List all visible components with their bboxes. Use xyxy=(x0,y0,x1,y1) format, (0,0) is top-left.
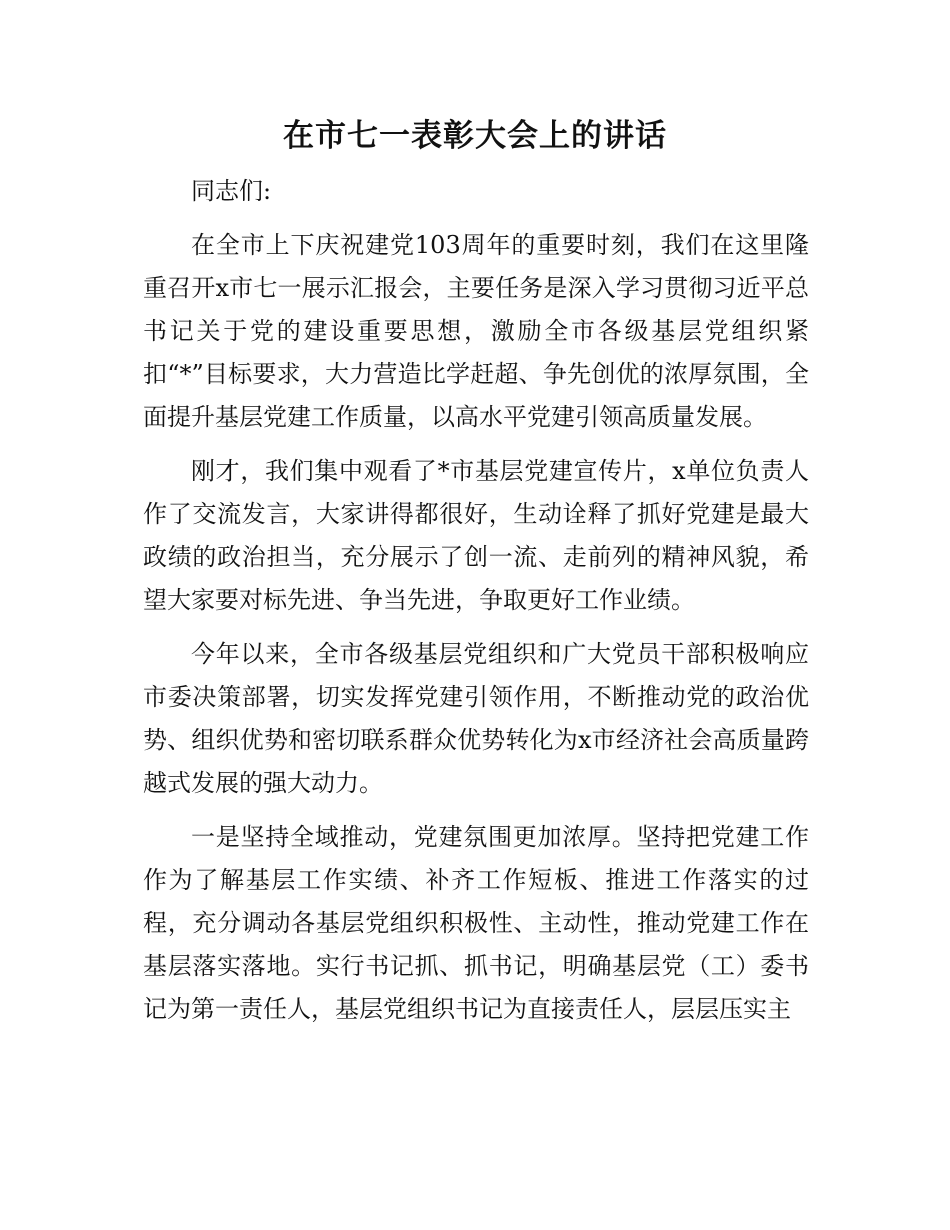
paragraph-2: 刚才，我们集中观看了*市基层党建宣传片，x单位负责人作了交流发言，大家讲得都很好，生动诠释了抓好党建是最大政绩的政治担当，充分展示了创一流、走前列的精神风貌，希望大家要对标先进、争当先进，争取更好工作业绩。 xyxy=(143,457,809,614)
document-body xyxy=(143,170,809,1042)
document-title: 在市七一表彰大会上的讲话 xyxy=(283,118,667,154)
paragraph-1: 在全市上下庆祝建党103周年的重要时刻，我们在这里隆重召开x市七一展示汇报会，主要任务是深入学习贯彻习近平总书记关于党的建设重要思想，激励全市各级基层党组织紧扣“*”目标要求，大力营造比学赶超、争先创优的浓厚氛围，全面提升基层党建工作质量，以高水平党建引领高质量发展。 xyxy=(143,231,809,431)
paragraph-4: 一是坚持全域推动，党建氛围更加浓厚。坚持把党建工作作为了解基层工作实绩、补齐工作短板、推进工作落实的过程，充分调动各基层党组织积极性、主动性，推动党建工作在基层落实落地。实行书记抓、抓书记，明确基层党（工）委书记为第一责任人，基层党组织书记为直接责任人，层层压实主 xyxy=(143,823,809,1023)
paragraph-3: 今年以来，全市各级基层党组织和广大党员干部积极响应市委决策部署，切实发挥党建引领作用，不断推动党的政治优势、组织优势和密切联系群众优势转化为x市经济社会高质量跨越式发展的强大动力。 xyxy=(143,640,809,797)
greeting: 同志们: xyxy=(191,177,272,205)
